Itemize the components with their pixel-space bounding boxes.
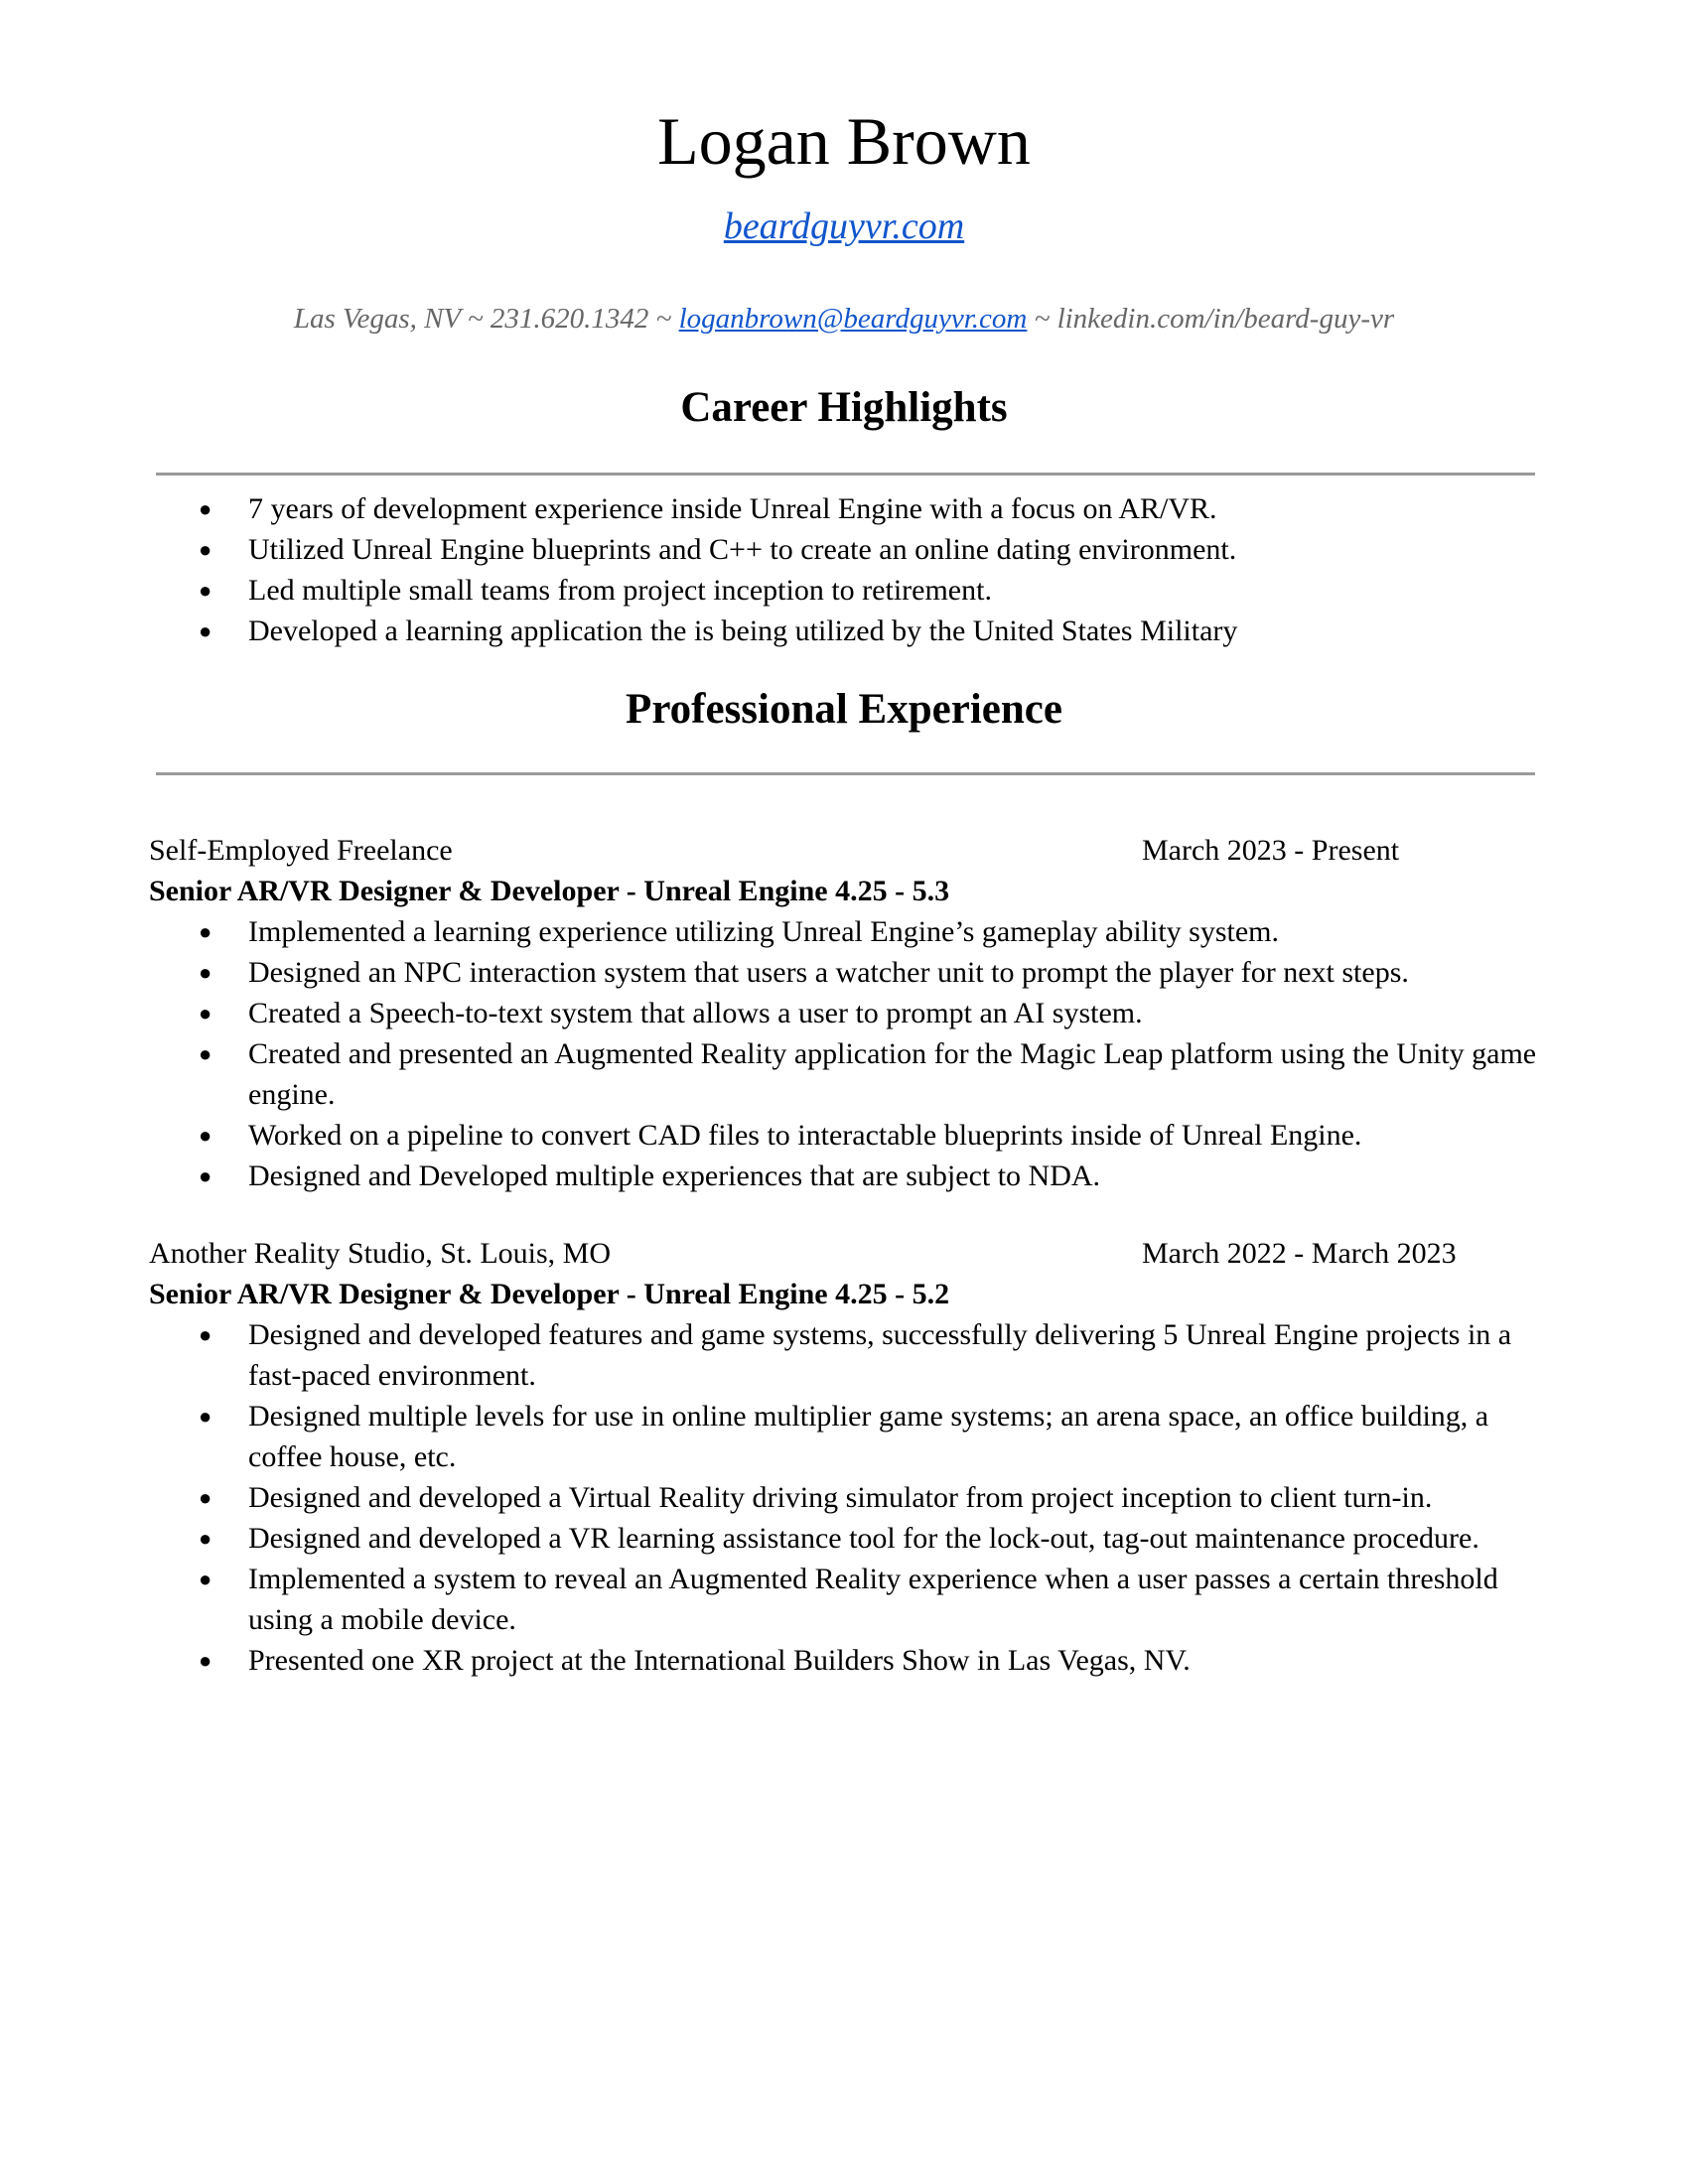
bullet-icon: ● [199,1567,212,1591]
list-item [0,611,1539,651]
section-divider [156,772,1535,775]
list-item [0,1518,1539,1559]
list-item [0,1640,1539,1681]
list-item [0,952,1539,993]
duty-text: Worked on a pipeline to convert CAD files to interactable blueprints inside of Unreal Engine. [248,1119,1362,1152]
duty-text: Implemented a system to reveal an Augmented Reality experience when a user passes a certain threshold using a mobile device. [248,1563,1498,1636]
section-divider [156,473,1535,476]
bullet-icon: ● [199,1123,212,1148]
bullet-icon: ● [199,1526,212,1551]
contact-linkedin: linkedin.com/in/beard-guy-vr [1056,303,1395,335]
list-item [0,1033,1539,1115]
highlight-text: Utilized Unreal Engine blueprints and C++ to create an online dating environment. [248,533,1237,566]
list-item [0,488,1539,529]
job-duties-list [0,911,1688,1196]
highlight-text: Developed a learning application the is being utilized by the United States Military [248,614,1238,647]
duty-text: Created a Speech-to-text system that allows a user to prompt an AI system. [248,997,1143,1029]
duty-text: Designed and Developed multiple experiences that are subject to NDA. [248,1160,1101,1192]
contact-phone: 231.620.1342 [490,303,649,335]
website-line [0,203,1688,250]
duty-text: Created and presented an Augmented Reality application for the Magic Leap platform using the Unity game engine. [248,1037,1537,1111]
bullet-icon: ● [199,1163,212,1188]
career-highlights-heading: Career Highlights [680,384,1008,431]
list-item [0,570,1539,611]
list-item [0,1115,1539,1156]
list-item [0,993,1539,1033]
job-dates: March 2022 - March 2023 [1142,1237,1457,1270]
job-company: Self-Employed Freelance [149,834,453,867]
list-item [0,1559,1539,1640]
email-link[interactable]: loganbrown@beardguyvr.com [678,303,1028,335]
list-item [0,1314,1539,1396]
contact-separator: ~ [460,303,491,335]
job-dates: March 2023 - Present [1142,834,1400,867]
contact-separator: ~ [648,303,679,335]
professional-experience-heading: Professional Experience [626,686,1062,733]
list-item [0,1396,1539,1477]
list-item [0,1477,1539,1518]
duty-text: Implemented a learning experience utilizing Unreal Engine’s gameplay ability system. [248,915,1279,948]
highlight-text: 7 years of development experience inside Unreal Engine with a focus on AR/VR. [248,492,1217,525]
duty-text: Designed and developed a VR learning assistance tool for the lock-out, tag-out maintenance procedure. [248,1522,1479,1555]
bullet-icon: ● [199,1041,212,1066]
list-item [0,529,1539,570]
career-highlights-list [0,488,1688,651]
bullet-icon: ● [199,496,212,521]
bullet-icon: ● [199,1485,212,1510]
bullet-icon: ● [199,1001,212,1025]
bullet-icon: ● [199,1648,212,1673]
contact-separator: ~ [1027,303,1057,335]
duty-text: Designed and developed features and game systems, successfully delivering 5 Unreal Engine projects in a fast-paced environment. [248,1318,1512,1392]
job-role: Senior AR/VR Designer & Developer - Unreal Engine 4.25 - 5.2 [149,1278,950,1310]
duty-text: Designed multiple levels for use in online multiplier game systems; an arena space, an office building, a coffee house, etc. [248,1400,1489,1473]
job-company: Another Reality Studio, St. Louis, MO [149,1237,611,1270]
job-duties-list [0,1314,1688,1681]
website-link[interactable]: beardguyvr.com [723,205,965,247]
highlight-text: Led multiple small teams from project inception to retirement. [248,574,992,607]
bullet-icon: ● [199,618,212,643]
duty-text: Presented one XR project at the International Builders Show in Las Vegas, NV. [248,1644,1191,1677]
bullet-icon: ● [199,919,212,944]
duty-text: Designed an NPC interaction system that users a watcher unit to prompt the player for next steps. [248,956,1409,989]
contact-line [0,300,1688,338]
list-item [0,1156,1539,1196]
bullet-icon: ● [199,578,212,603]
job-role: Senior AR/VR Designer & Developer - Unreal Engine 4.25 - 5.3 [149,875,950,907]
duty-text: Designed and developed a Virtual Reality driving simulator from project inception to client turn-in. [248,1481,1433,1514]
contact-location: Las Vegas, NV [293,303,461,335]
list-item [0,911,1539,952]
bullet-icon: ● [199,1322,212,1347]
bullet-icon: ● [199,960,212,985]
candidate-name: Logan Brown [657,103,1031,179]
bullet-icon: ● [199,1404,212,1429]
bullet-icon: ● [199,537,212,562]
